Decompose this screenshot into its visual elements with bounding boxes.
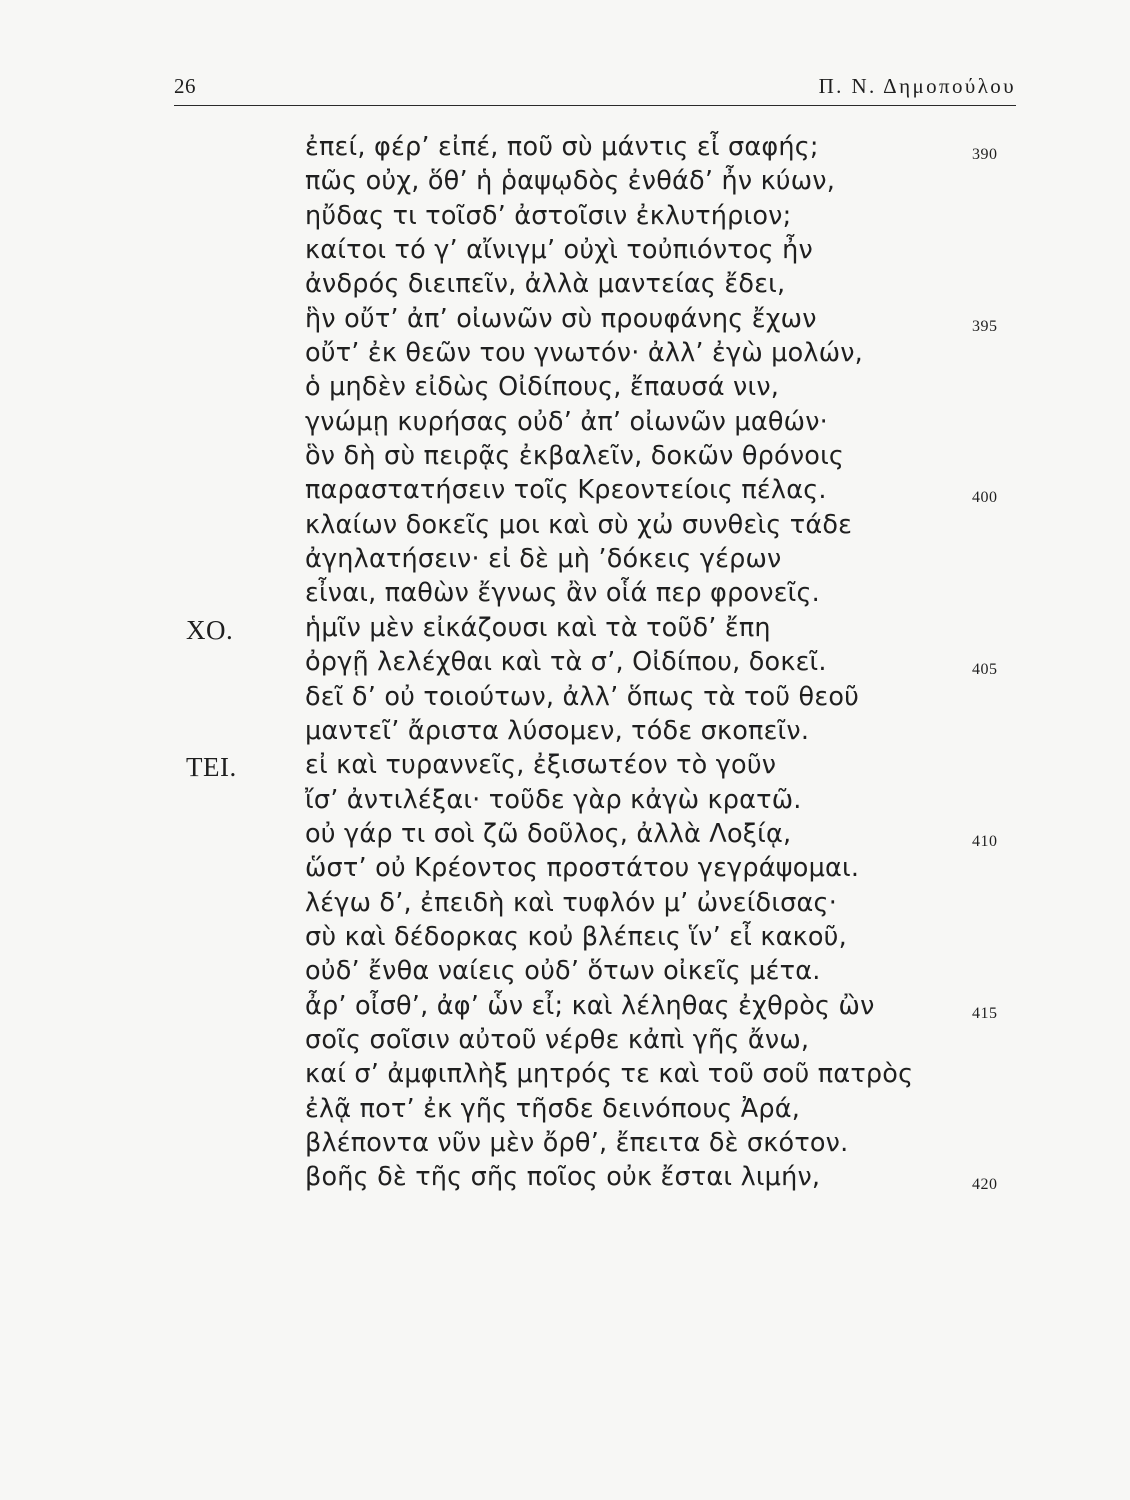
verse-text: γνώμῃ κυρήσας οὐδ’ ἀπ’ οἰωνῶν μαθών· [305,406,828,437]
verse-text: βοῆς δὲ τῆς σῆς ποῖος οὐκ ἔσται λιμήν, [305,1162,821,1193]
verse-text: σὺ καὶ δέδορκας κοὐ βλέπεις ἵν’ εἶ κακοῦ, [305,921,847,952]
verse-text: ὀργῇ λελέχθαι καὶ τὰ σ’, Οἰδίπου, δοκεῖ. [305,647,827,678]
verse-line [0,918,1130,952]
verse-text: ἀνδρός διειπεῖν, ἀλλὰ μαντείας ἔδει, [305,269,786,300]
verse-text: ἣν οὔτ’ ἀπ’ οἰωνῶν σὺ προυφάνης ἔχων [305,303,817,334]
verse-text: δεῖ δ’ οὐ τοιούτων, ἀλλ’ ὅπως τὰ τοῦ θεοῦ [305,681,860,712]
page-header [174,74,1016,104]
line-number: 395 [972,317,998,335]
verse-line [0,231,1130,265]
speaker-label: ΧΟ. [186,614,234,645]
verse-text: ὃν δὴ σὺ πειρᾷς ἐκβαλεῖν, δοκῶν θρόνοις [305,441,845,472]
verse-line [0,334,1130,368]
verse-text: ὥστ’ οὐ Κρέοντος προστάτου γεγράψομαι. [305,853,860,884]
verse-line [0,643,1130,677]
verse-text: οὔτ’ ἐκ θεῶν του γνωτόν· ἀλλ’ ἐγὼ μολών, [305,338,863,369]
header-rule [174,105,1016,106]
verse-text: καίτοι τό γ’ αἴνιγμ’ οὐχὶ τοὐπιόντος ἦν [305,235,813,266]
verse-text: λέγω δ’, ἐπειδὴ καὶ τυφλόν μ’ ὠνείδισας· [305,887,838,918]
verse-text: βλέποντα νῦν μὲν ὄρθ’, ἔπειτα δὲ σκότον. [305,1127,849,1158]
verse-line [0,712,1130,746]
verse-block [0,128,1130,1193]
verse-line [0,609,1130,643]
verse-text: ἐπεί, φέρ’ εἰπέ, ποῦ σὺ μάντις εἶ σαφής; [305,132,819,162]
verse-line [0,265,1130,299]
verse-text: ἡμῖν μὲν εἰκάζουσι καὶ τὰ τοῦδ’ ἔπη [305,612,771,643]
verse-line [0,471,1130,505]
verse-line [0,849,1130,883]
running-head: Π. Ν. Δημοπούλου [818,74,1016,98]
verse-line [0,1124,1130,1158]
line-number: 415 [972,1004,998,1022]
verse-text: ἐλᾷ ποτ’ ἐκ γῆς τῆσδε δεινόπους Ἀρά, [305,1093,801,1124]
verse-line [0,678,1130,712]
verse-text: ὁ μηδὲν εἰδὼς Οἰδίπους, ἔπαυσά νιν, [305,372,780,403]
speaker-label: ΤΕΙ. [186,752,237,783]
verse-text: οὐ γάρ τι σοὶ ζῶ δοῦλος, ἀλλὰ Λοξίᾳ, [305,818,792,849]
verse-text: ἆρ’ οἶσθ’, ἀφ’ ὧν εἶ; καὶ λέληθας ἐχθρὸς ὢν [305,990,875,1021]
line-number: 420 [972,1176,998,1194]
verse-line [0,368,1130,402]
verse-line [0,1021,1130,1055]
verse-text: κλαίων δοκεῖς μοι καὶ σὺ χὠ συνθεὶς τάδε [305,509,853,540]
verse-line [0,781,1130,815]
verse-text: καί σ’ ἀμφιπλὴξ μητρός τε καὶ τοῦ σοῦ πατρὸς [305,1059,914,1090]
verse-line [0,746,1130,783]
verse-line [0,540,1130,574]
verse-line [0,300,1130,334]
verse-line [0,437,1130,471]
verse-text: εἶναι, παθὼν ἔγνως ἂν οἷά περ φρονεῖς. [305,578,820,609]
page-number: 26 [174,74,196,98]
verse-line [0,1090,1130,1124]
verse-text: οὐδ’ ἔνθα ναίεις οὐδ’ ὅτων οἰκεῖς μέτα. [305,956,821,987]
verse-text: σοῖς σοῖσιν αὐτοῦ νέρθε κἀπὶ γῆς ἄνω, [305,1024,810,1055]
line-number: 410 [972,832,998,850]
verse-text: ηὔδας τι τοῖσδ’ ἀστοῖσιν ἐκλυτήριον; [305,200,792,231]
verse-line [0,884,1130,918]
verse-line [0,128,1130,162]
verse-line [0,506,1130,540]
line-number: 390 [972,146,998,163]
verse-text: ἴσ’ ἀντιλέξαι· τοῦδε γὰρ κἀγὼ κρατῶ. [305,784,802,815]
verse-text: ἀγηλατήσειν· εἰ δὲ μὴ ’δόκεις γέρων [305,544,782,575]
verse-line [0,952,1130,986]
verse-line [0,574,1130,608]
verse-text: εἰ καὶ τυραννεῖς, ἐξισωτέον τὸ γοῦν [305,750,777,781]
verse-line [0,987,1130,1021]
verse-text: μαντεῖ’ ἄριστα λύσομεν, τόδε σκοπεῖν. [305,715,810,746]
line-number: 405 [972,661,998,679]
verse-line [0,162,1130,196]
verse-line [0,1158,1130,1192]
line-number: 400 [972,489,998,507]
verse-text: παραστατήσειν τοῖς Κρεοντείοις πέλας. [305,475,827,506]
verse-text: πῶς οὐχ, ὅθ’ ἡ ῥαψῳδὸς ἐνθάδ’ ἦν κύων, [305,166,836,197]
verse-line [0,403,1130,437]
verse-line [0,197,1130,231]
verse-line [0,815,1130,849]
verse-line [0,1055,1130,1089]
